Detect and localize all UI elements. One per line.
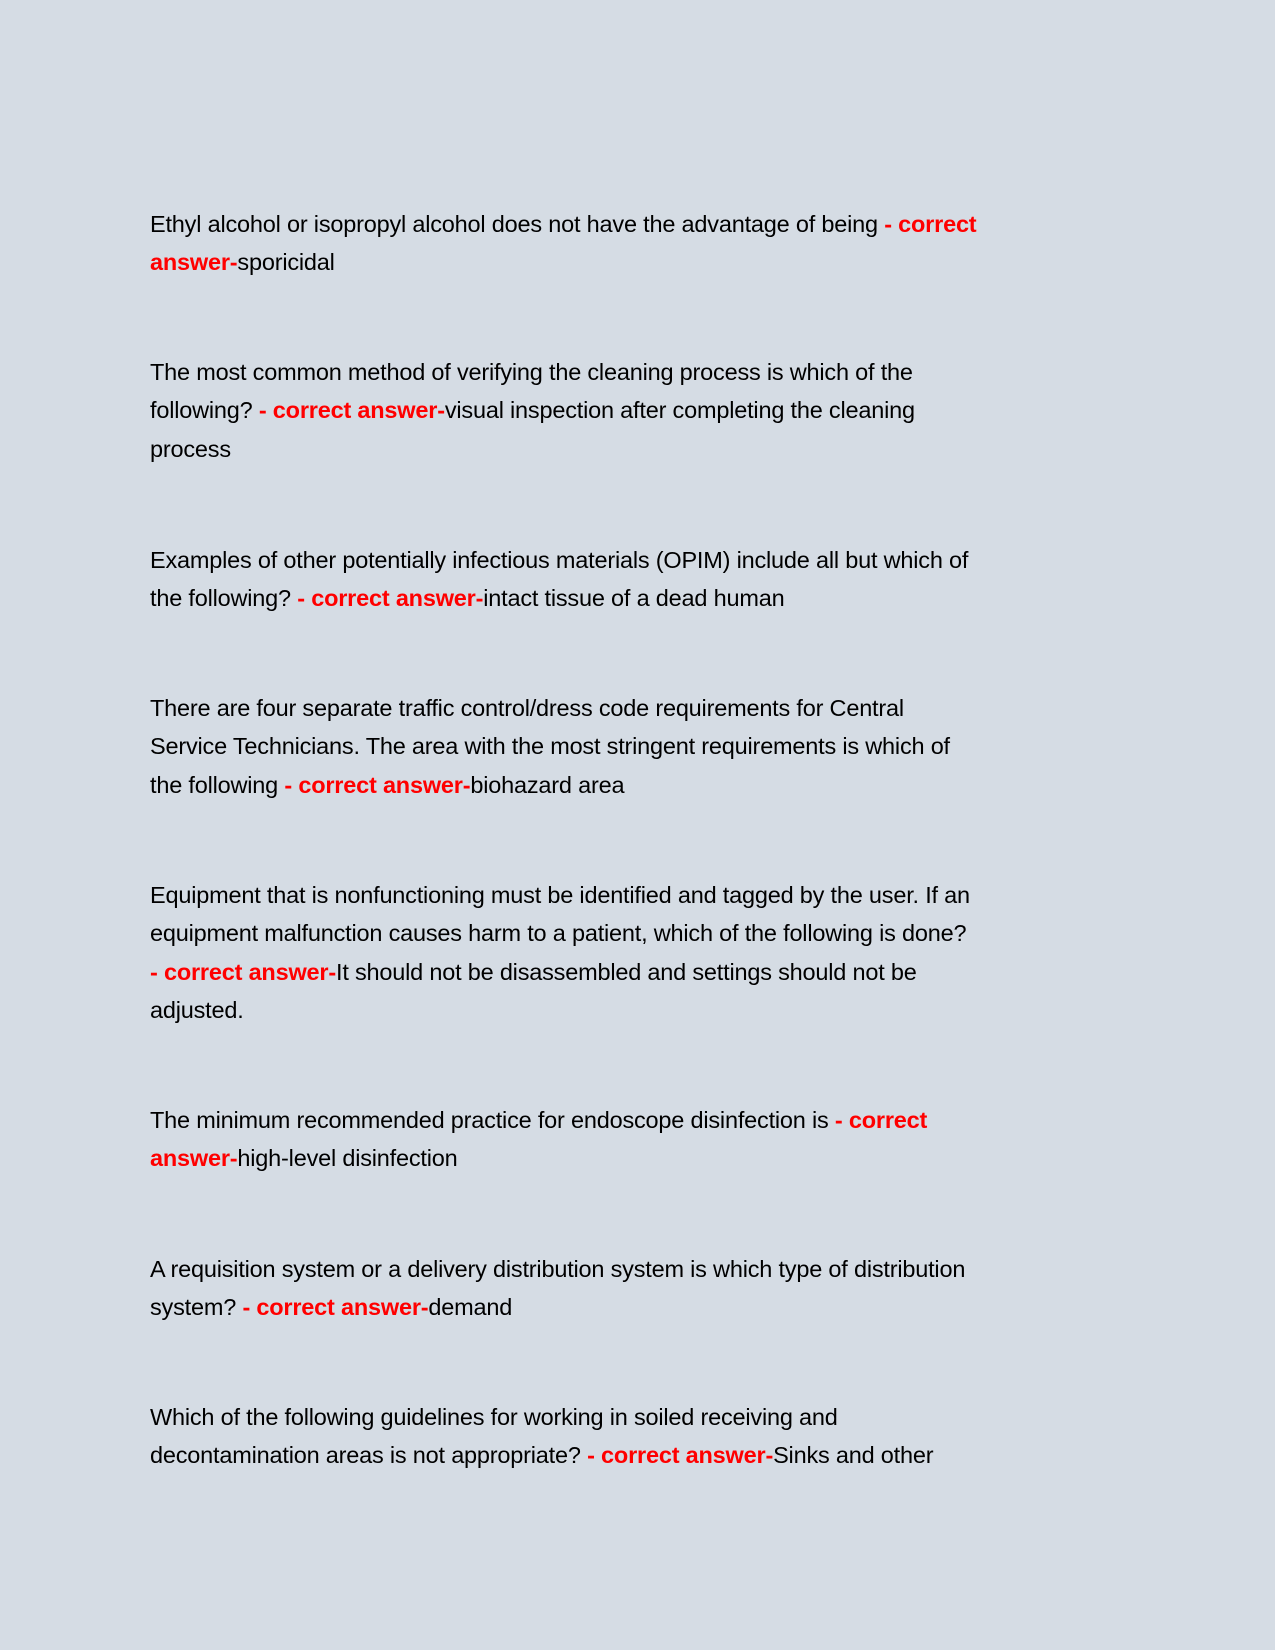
qa-line (150, 991, 1150, 1029)
qa-line (150, 430, 1150, 468)
question-text: Ethyl alcohol or isopropyl alcohol does not have the advantage of being (150, 211, 885, 237)
qa-item-4 (150, 689, 1150, 804)
question-text: Examples of other potentially infectious materials (OPIM) include all but which of (150, 547, 969, 573)
correct-answer-marker: - correct answer- (297, 585, 484, 612)
qa-line (150, 689, 1150, 727)
qa-line (150, 1398, 1150, 1436)
answer-text: Sinks and other (773, 1442, 934, 1469)
question-text: system? (150, 1294, 243, 1321)
qa-item-7 (150, 1250, 1150, 1327)
qa-line (150, 1288, 1150, 1326)
qa-line (150, 205, 1150, 243)
qa-line (150, 727, 1150, 765)
qa-line (150, 766, 1150, 804)
correct-answer-marker: - correct answer- (258, 397, 445, 424)
answer-text: It should not be disassembled and settings should not be (335, 958, 917, 985)
question-text: Service Technicians. The area with the most stringent requirements is which of (150, 733, 950, 760)
qa-item-1 (150, 205, 1150, 282)
qa-item-6 (150, 1101, 1150, 1178)
question-text: decontamination areas is not appropriate? (150, 1442, 588, 1469)
qa-line (150, 541, 1150, 579)
qa-item-3 (150, 541, 1150, 618)
answer-text: biohazard area (470, 771, 625, 798)
qa-line (150, 876, 1150, 914)
qa-item-5 (150, 876, 1150, 1030)
qa-line (150, 579, 1150, 617)
question-text: Which of the following guidelines for working in soiled receiving and (150, 1404, 838, 1430)
qa-line (150, 1250, 1150, 1288)
question-text: equipment malfunction causes harm to a patient, which of the following is done? (150, 920, 967, 947)
qa-line (150, 243, 1150, 281)
answer-text: intact tissue of a dead human (483, 585, 785, 612)
qa-line (150, 391, 1150, 429)
correct-answer-marker: - correct (834, 1107, 928, 1133)
question-text: The minimum recommended practice for endoscope disinfection is (150, 1107, 835, 1133)
answer-text: sporicidal (237, 249, 335, 276)
question-text: Equipment that is nonfunctioning must be identified and tagged by the user. If an (150, 882, 970, 908)
correct-answer-marker: answer- (150, 249, 238, 276)
answer-text: high-level disinfection (237, 1145, 458, 1172)
question-text: the following? (150, 585, 298, 612)
correct-answer-marker: - correct answer- (587, 1442, 774, 1469)
qa-line (150, 1101, 1150, 1139)
qa-item-8 (150, 1398, 1150, 1475)
answer-text: demand (428, 1294, 513, 1321)
qa-line (150, 1139, 1150, 1177)
correct-answer-marker: - correct answer- (242, 1294, 429, 1321)
correct-answer-marker: - correct answer- (284, 771, 471, 798)
qa-line (150, 914, 1150, 952)
answer-text: adjusted. (150, 997, 244, 1024)
correct-answer-marker: answer- (150, 1145, 238, 1172)
question-text: following? (150, 397, 259, 424)
answer-text: process (150, 435, 231, 462)
question-text: the following (150, 771, 285, 798)
question-text: The most common method of verifying the cleaning process is which of the (150, 359, 913, 385)
question-text: There are four separate traffic control/dress code requirements for Central (150, 695, 904, 721)
answer-text: visual inspection after completing the cleaning (444, 397, 915, 424)
correct-answer-marker: - correct (884, 211, 977, 237)
question-text: A requisition system or a delivery distribution system is which type of distribution (150, 1256, 966, 1282)
qa-item-2 (150, 353, 1150, 468)
qa-line (150, 1436, 1150, 1474)
qa-line (150, 353, 1150, 391)
correct-answer-marker: - correct answer- (150, 958, 336, 985)
qa-line (150, 953, 1150, 991)
